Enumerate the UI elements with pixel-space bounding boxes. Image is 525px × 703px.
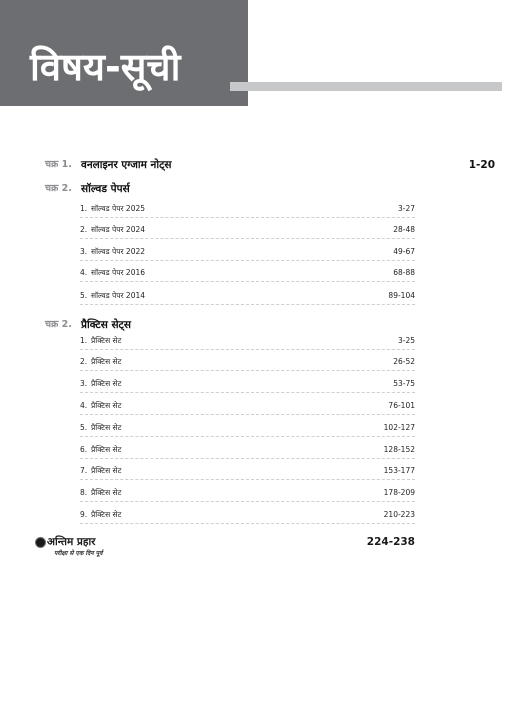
item-number: 4. [80,268,88,277]
item-number: 3. [80,247,88,256]
list-item[interactable] [80,288,415,305]
item-number: 3. [80,379,88,388]
list-item[interactable] [80,222,415,239]
chapter-3[interactable] [45,316,495,334]
item-label: सॉल्वड पेपर 2016 [91,268,146,277]
item-pages: 26-52 [393,357,415,366]
item-label: प्रैक्टिस सेट [91,357,122,366]
item-pages: 210-223 [383,510,415,519]
final-section-subtitle: परीक्षा से एक दिन पूर्व [54,550,103,557]
item-number: 2. [80,225,88,234]
item-pages: 89-104 [388,291,415,300]
item-number: 1. [80,336,88,345]
list-item[interactable] [80,244,415,261]
item-number: 5. [80,291,88,300]
item-label: सॉल्वड पेपर 2022 [91,247,146,256]
final-section-title: अन्तिम प्रहार [47,536,96,548]
final-section[interactable] [35,534,415,564]
item-number: 6. [80,445,88,454]
list-item[interactable] [80,485,415,502]
chapter-prefix: चक्र 2. [45,183,72,194]
list-item[interactable] [80,354,415,371]
chapter-title: प्रैक्टिस सेट्स [81,319,131,331]
item-pages: 128-152 [383,445,415,454]
item-pages: 153-177 [383,466,415,475]
list-item[interactable] [80,420,415,437]
item-label: प्रैक्टिस सेट [91,423,122,432]
item-label: प्रैक्टिस सेट [91,488,122,497]
item-number: 9. [80,510,88,519]
list-item[interactable] [80,376,415,393]
item-number: 7. [80,466,88,475]
chapter-prefix: चक्र 2. [45,319,72,330]
item-number: 8. [80,488,88,497]
list-item[interactable] [80,265,415,282]
list-item[interactable] [80,201,415,218]
list-item[interactable] [80,442,415,459]
chapter-title: वनलाइनर एग्जाम नोट्स [81,159,172,171]
chapter-pages: 1-20 [468,159,495,171]
item-pages: 53-75 [393,379,415,388]
item-number: 1. [80,204,88,213]
item-label: प्रैक्टिस सेट [91,466,122,475]
page-title: विषय-सूची [30,45,181,89]
list-item[interactable] [80,463,415,480]
list-item[interactable] [80,333,415,350]
chapter-title: सॉल्वड पेपर्स [81,183,130,195]
item-pages: 68-88 [393,268,415,277]
list-item[interactable] [80,398,415,415]
item-number: 4. [80,401,88,410]
item-pages: 178-209 [383,488,415,497]
item-pages: 76-101 [388,401,415,410]
item-label: प्रैक्टिस सेट [91,445,122,454]
item-label: प्रैक्टिस सेट [91,336,122,345]
chapter-prefix: चक्र 1. [45,159,72,170]
final-section-pages: 224-238 [366,536,415,548]
item-number: 2. [80,357,88,366]
chapter-1[interactable] [45,156,495,174]
item-pages: 102-127 [383,423,415,432]
item-pages: 3-25 [397,336,415,345]
item-number: 5. [80,423,88,432]
item-pages: 3-27 [397,204,415,213]
item-label: प्रैक्टिस सेट [91,510,122,519]
list-item[interactable] [80,507,415,524]
item-pages: 28-48 [393,225,415,234]
chapter-2[interactable] [45,180,495,198]
item-label: सॉल्वड पेपर 2025 [91,204,146,213]
item-label: सॉल्वड पेपर 2014 [91,291,146,300]
title-divider [230,82,502,91]
item-label: प्रैक्टिस सेट [91,379,122,388]
bullet-icon [35,537,46,548]
item-pages: 49-67 [393,247,415,256]
item-label: प्रैक्टिस सेट [91,401,122,410]
item-label: सॉल्वड पेपर 2024 [91,225,146,234]
